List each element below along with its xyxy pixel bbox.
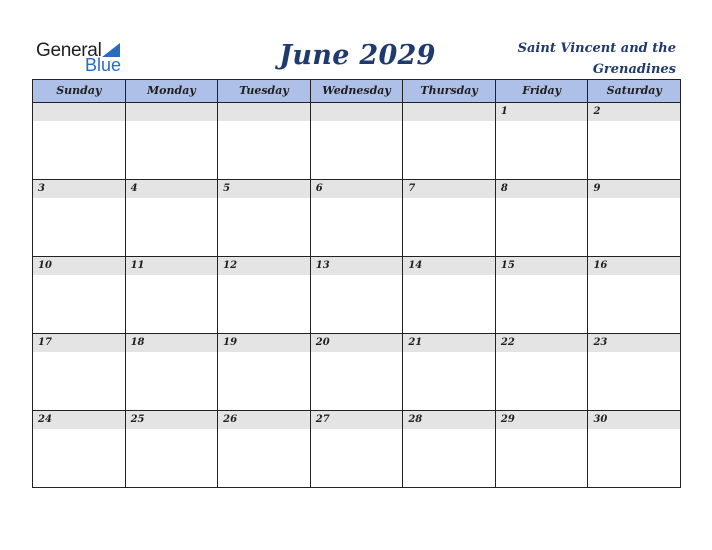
day-cell bbox=[496, 411, 589, 488]
day-number: 28 bbox=[403, 411, 495, 429]
day-cell bbox=[496, 180, 589, 257]
day-cell bbox=[218, 257, 311, 334]
day-cell bbox=[33, 411, 126, 488]
day-number: 1 bbox=[496, 103, 588, 121]
day-number: 14 bbox=[403, 257, 495, 275]
day-cell bbox=[496, 257, 589, 334]
day-cell bbox=[126, 257, 219, 334]
day-cell bbox=[588, 103, 681, 180]
day-number: 22 bbox=[496, 334, 588, 352]
day-cell bbox=[311, 180, 404, 257]
day-number: 18 bbox=[126, 334, 218, 352]
day-cell bbox=[218, 180, 311, 257]
weekday-monday: Monday bbox=[126, 80, 219, 103]
day-cell bbox=[311, 103, 404, 180]
day-number: 3 bbox=[33, 180, 125, 198]
logo-text-general: General bbox=[36, 40, 102, 61]
calendar-title: June 2029 bbox=[279, 40, 436, 71]
day-cell bbox=[403, 103, 496, 180]
day-number: 30 bbox=[588, 411, 680, 429]
day-cell bbox=[33, 103, 126, 180]
day-cell bbox=[403, 411, 496, 488]
week-row-2 bbox=[33, 180, 681, 257]
day-number: 23 bbox=[588, 334, 680, 352]
day-number: 29 bbox=[496, 411, 588, 429]
logo-text-blue: Blue bbox=[85, 55, 122, 75]
weekday-header-row bbox=[33, 80, 681, 103]
day-number: 10 bbox=[33, 257, 125, 275]
day-number: 25 bbox=[126, 411, 218, 429]
weekday-friday: Friday bbox=[496, 80, 589, 103]
day-number: 7 bbox=[403, 180, 495, 198]
month-calendar-grid bbox=[32, 79, 681, 488]
weekday-sunday: Sunday bbox=[33, 80, 126, 103]
day-cell bbox=[33, 334, 126, 411]
day-cell bbox=[126, 103, 219, 180]
weekday-wednesday: Wednesday bbox=[311, 80, 404, 103]
day-cell bbox=[218, 334, 311, 411]
day-number: 19 bbox=[218, 334, 310, 352]
day-cell bbox=[588, 257, 681, 334]
day-number bbox=[126, 103, 218, 121]
week-row-1 bbox=[33, 103, 681, 180]
day-cell bbox=[218, 103, 311, 180]
day-number: 2 bbox=[588, 103, 680, 121]
day-number: 4 bbox=[126, 180, 218, 198]
day-cell bbox=[311, 257, 404, 334]
day-number bbox=[33, 103, 125, 121]
day-cell bbox=[403, 334, 496, 411]
day-cell bbox=[33, 257, 126, 334]
week-row-4 bbox=[33, 334, 681, 411]
day-number bbox=[218, 103, 310, 121]
day-number: 6 bbox=[311, 180, 403, 198]
day-number: 27 bbox=[311, 411, 403, 429]
day-number: 16 bbox=[588, 257, 680, 275]
day-number: 17 bbox=[33, 334, 125, 352]
day-cell bbox=[588, 180, 681, 257]
country-name: Saint Vincent and the Grenadines bbox=[517, 41, 676, 77]
day-cell bbox=[496, 334, 589, 411]
day-number: 5 bbox=[218, 180, 310, 198]
day-cell bbox=[33, 180, 126, 257]
day-number: 9 bbox=[588, 180, 680, 198]
day-number bbox=[311, 103, 403, 121]
day-number: 13 bbox=[311, 257, 403, 275]
day-cell bbox=[126, 334, 219, 411]
weekday-tuesday: Tuesday bbox=[218, 80, 311, 103]
day-number: 24 bbox=[33, 411, 125, 429]
day-number: 11 bbox=[126, 257, 218, 275]
day-cell bbox=[126, 411, 219, 488]
day-cell bbox=[311, 334, 404, 411]
day-number: 21 bbox=[403, 334, 495, 352]
day-cell bbox=[403, 257, 496, 334]
weekday-thursday: Thursday bbox=[403, 80, 496, 103]
week-row-3 bbox=[33, 257, 681, 334]
day-number: 20 bbox=[311, 334, 403, 352]
day-cell bbox=[588, 411, 681, 488]
weekday-saturday: Saturday bbox=[588, 80, 681, 103]
day-number: 15 bbox=[496, 257, 588, 275]
day-cell bbox=[403, 180, 496, 257]
day-number: 12 bbox=[218, 257, 310, 275]
day-number: 26 bbox=[218, 411, 310, 429]
generalblue-logo bbox=[36, 40, 136, 74]
day-cell bbox=[496, 103, 589, 180]
day-cell bbox=[588, 334, 681, 411]
day-number bbox=[403, 103, 495, 121]
week-row-5 bbox=[33, 411, 681, 488]
day-cell bbox=[126, 180, 219, 257]
day-number: 8 bbox=[496, 180, 588, 198]
day-cell bbox=[218, 411, 311, 488]
day-cell bbox=[311, 411, 404, 488]
